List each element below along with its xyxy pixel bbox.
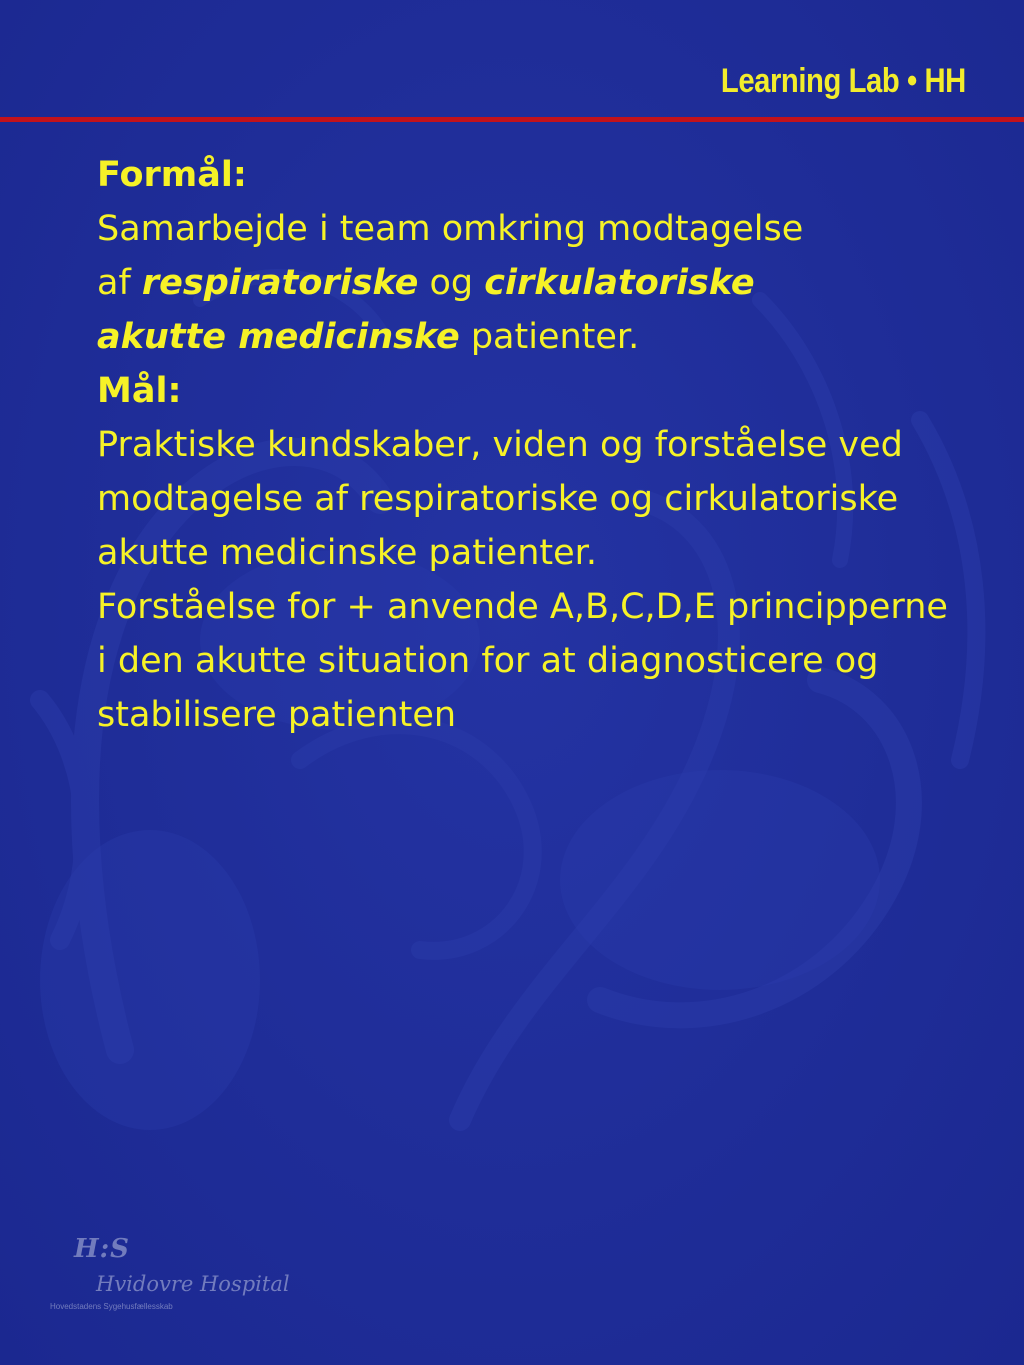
purpose-suffix: patienter.: [459, 317, 640, 357]
purpose-text: [97, 202, 957, 364]
logo-mark: H:S: [74, 1234, 130, 1264]
header-divider: [0, 117, 1024, 122]
purpose-heading: Formål:: [97, 155, 247, 195]
purpose-term-circulatory: cirkulatoriske: [484, 263, 755, 303]
logo-name: Hvidovre Hospital: [96, 1272, 290, 1296]
slide-content: [97, 148, 957, 742]
goal-heading: Mål:: [97, 371, 182, 411]
purpose-prefix: af: [97, 263, 142, 303]
hospital-logo: [48, 1228, 290, 1318]
purpose-term-acute-medical: akutte medicinske: [97, 317, 460, 357]
goal-paragraph-2: Forståelse for + anvende A,B,C,D,E principperne i den akutte situation for at diagnosticere og stabilisere patienten: [97, 587, 948, 735]
header-title: Learning Lab • HH: [721, 62, 966, 100]
purpose-term-respiratory: respiratoriske: [141, 263, 419, 303]
purpose-line1: Samarbejde i team omkring modtagelse: [97, 209, 804, 249]
purpose-connector: og: [418, 263, 485, 303]
goal-paragraph-1: Praktiske kundskaber, viden og forståelse ved modtagelse af respiratoriske og cirkulatoriske akutte medicinske patienter.: [97, 425, 903, 573]
logo-subtitle: Hovedstadens Sygehusfællesskab: [50, 1302, 173, 1311]
